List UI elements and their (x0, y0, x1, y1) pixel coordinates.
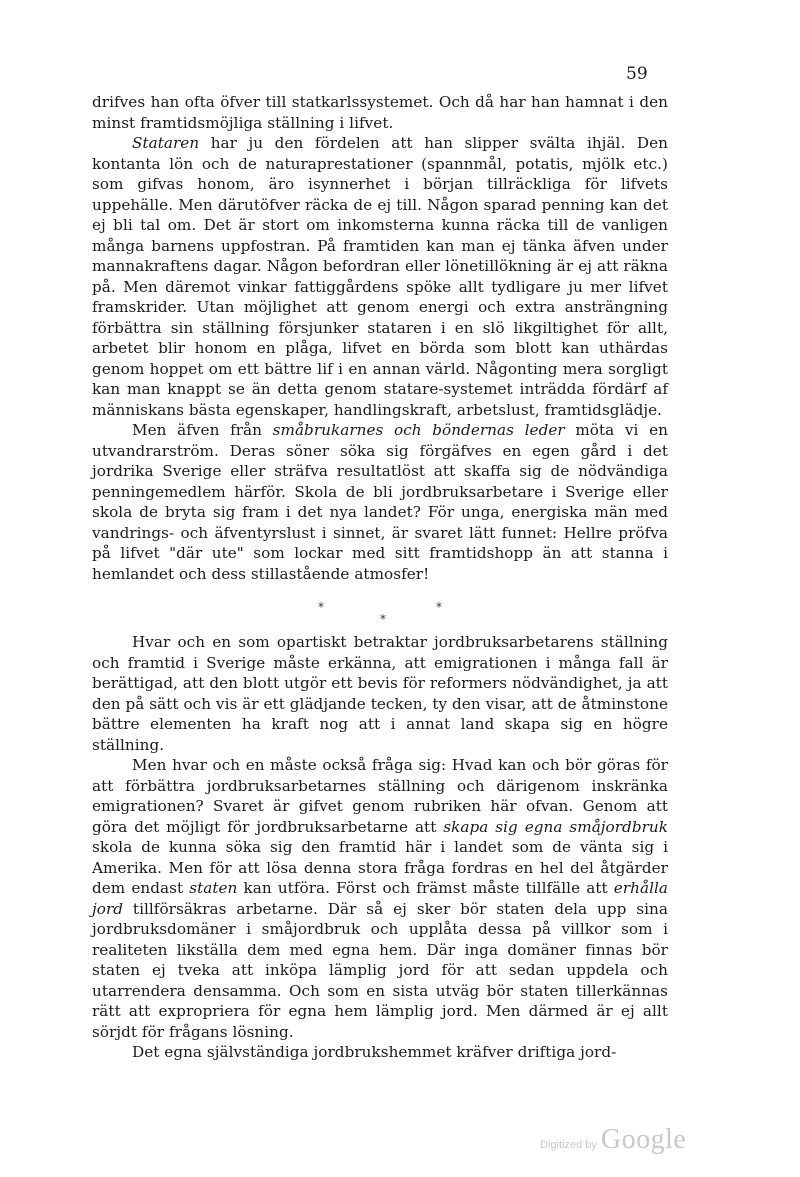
section-separator (0, 598, 800, 626)
italic-phrase: erhålla jord (92, 879, 668, 918)
text-run: har ju den fördelen att han slipper svälta ihjäl. Den kontanta lön och de naturaprestationer (spannmål, potatis, mjölk etc.) som gifvas honom, äro isynnerhet i början tillräckliga för lifvets uppehälle. Men därutöfver räcka de ej till. Någon sparad penning kan det ej bli tal om. Det är stort om inkomsterna kunna räcka till de vanligen många barnens uppfostran. På framtiden kan man ej tänka äfven under mannakraftens dagar. Någon befordran eller lönetillökning är ej att räkna på. Men däremot vinkar fattiggårdens spöke allt tydligare ju mer lifvet framskrider. Utan möjlighet att genom energi och extra ansträngning förbättra sin ställning försjunker stataren i en slö likgiltighet för allt, arbetet blir honom en plåga, lifvet en börda som blott kan uthärdas genom hoppet om ett bättre lif i en annan värld. Någonting mera sorgligt kan man knappt se än detta genom statare-systemet inträdda fördärf af människans bästa egenskaper, handlingskraft, arbetslust, framtidsglädje. (92, 134, 668, 419)
paragraph (92, 755, 668, 1042)
text-run: drifves han ofta öfver till statkarlssystemet. Och då har han hamnat i den minst framtidsmöjliga ställning i lifvet. (92, 93, 668, 132)
text-run: Det egna självständiga jordbrukshemmet kräfver driftiga jord- (132, 1043, 617, 1061)
text-run: Hvar och en som opartiskt betraktar jordbruksarbetarens ställning och framtid i Sverige måste erkänna, att emigrationen i många fall är berättigad, att den blott utgör ett bevis för reformers nödvändighet, ja att den på sätt och vis är ett glädjande tecken, ty den visar, att de åtminstone bättre elementen ha kraft nog att i annat land skapa sig en högre ställning. (92, 633, 668, 754)
text-run: möta vi en utvandrarström. Deras söner söka sig förgäfves en egen gård i det jordrika Sverige eller sträfva resultatlöst att skaffa sig de nödvändiga penningemedlem härför. Skola de bli jordbruksarbetare i Sverige eller skola de bryta sig fram i det nya landet? För unga, energiska män med vandrings- och äfventyrslust i sinnet, är svaret lätt funnet: Hellre pröfva på lifvet "där ute" som lockar med sitt framtidshopp än att stanna i hemlandet och dess stillastående atmosfer! (92, 421, 668, 583)
digitized-watermark (540, 1124, 686, 1156)
text-run: Men äfven från (132, 421, 273, 439)
text-run: Men hvar och en måste också fråga sig: Hvad kan och bör göras för att förbättra jordbruksarbetarnes ställning och därigenom inskränka emigrationen? Svaret är gifvet genom rubriken här ofvan. Genom att göra det möjligt för jordbruksarbetarne att (92, 756, 668, 836)
watermark-prefix: Digitized by (540, 1139, 597, 1151)
paragraph (92, 133, 668, 420)
paragraph (92, 1042, 668, 1063)
paragraph (92, 420, 668, 584)
text-block-upper (92, 92, 668, 584)
page-number: 59 (626, 64, 648, 84)
italic-phrase: skapa sig egna småjordbruk (443, 817, 668, 836)
separator-star: * (318, 600, 324, 614)
separator-star: * (380, 612, 386, 626)
italic-phrase: småbrukarnes och böndernas leder (272, 421, 565, 439)
text-block-lower (92, 632, 668, 1063)
italic-phrase: Stataren (132, 134, 200, 152)
text-run: skola de kunna söka sig den framtid här i landet som de vänta sig i Amerika. Men för att lösa denna stora fråga fordras en hel del åtgärder dem endast (92, 838, 668, 897)
italic-phrase: staten (189, 879, 238, 897)
paragraph (92, 92, 668, 133)
paragraph (92, 632, 668, 755)
text-run: tillförsäkras arbetarne. Där så ej sker bör staten dela upp sina jordbruksdomäner i småjordbruk och upplåta dessa på villkor som i realiteten likställa dem med egna hem. Där inga domäner finnas bör staten ej tveka att inköpa lämplig jord för att sedan uppdela och utarrendera densamma. Och som en sista utväg bör staten tillerkännas rätt att expropriera för egna hem lämplig jord. Men därmed är ej allt sörjdt för frågans lösning. (92, 899, 668, 1041)
text-run: kan utföra. Först och främst måste tillfälle att (237, 879, 614, 897)
separator-star: * (436, 600, 442, 614)
google-logo: Google (600, 1124, 687, 1155)
